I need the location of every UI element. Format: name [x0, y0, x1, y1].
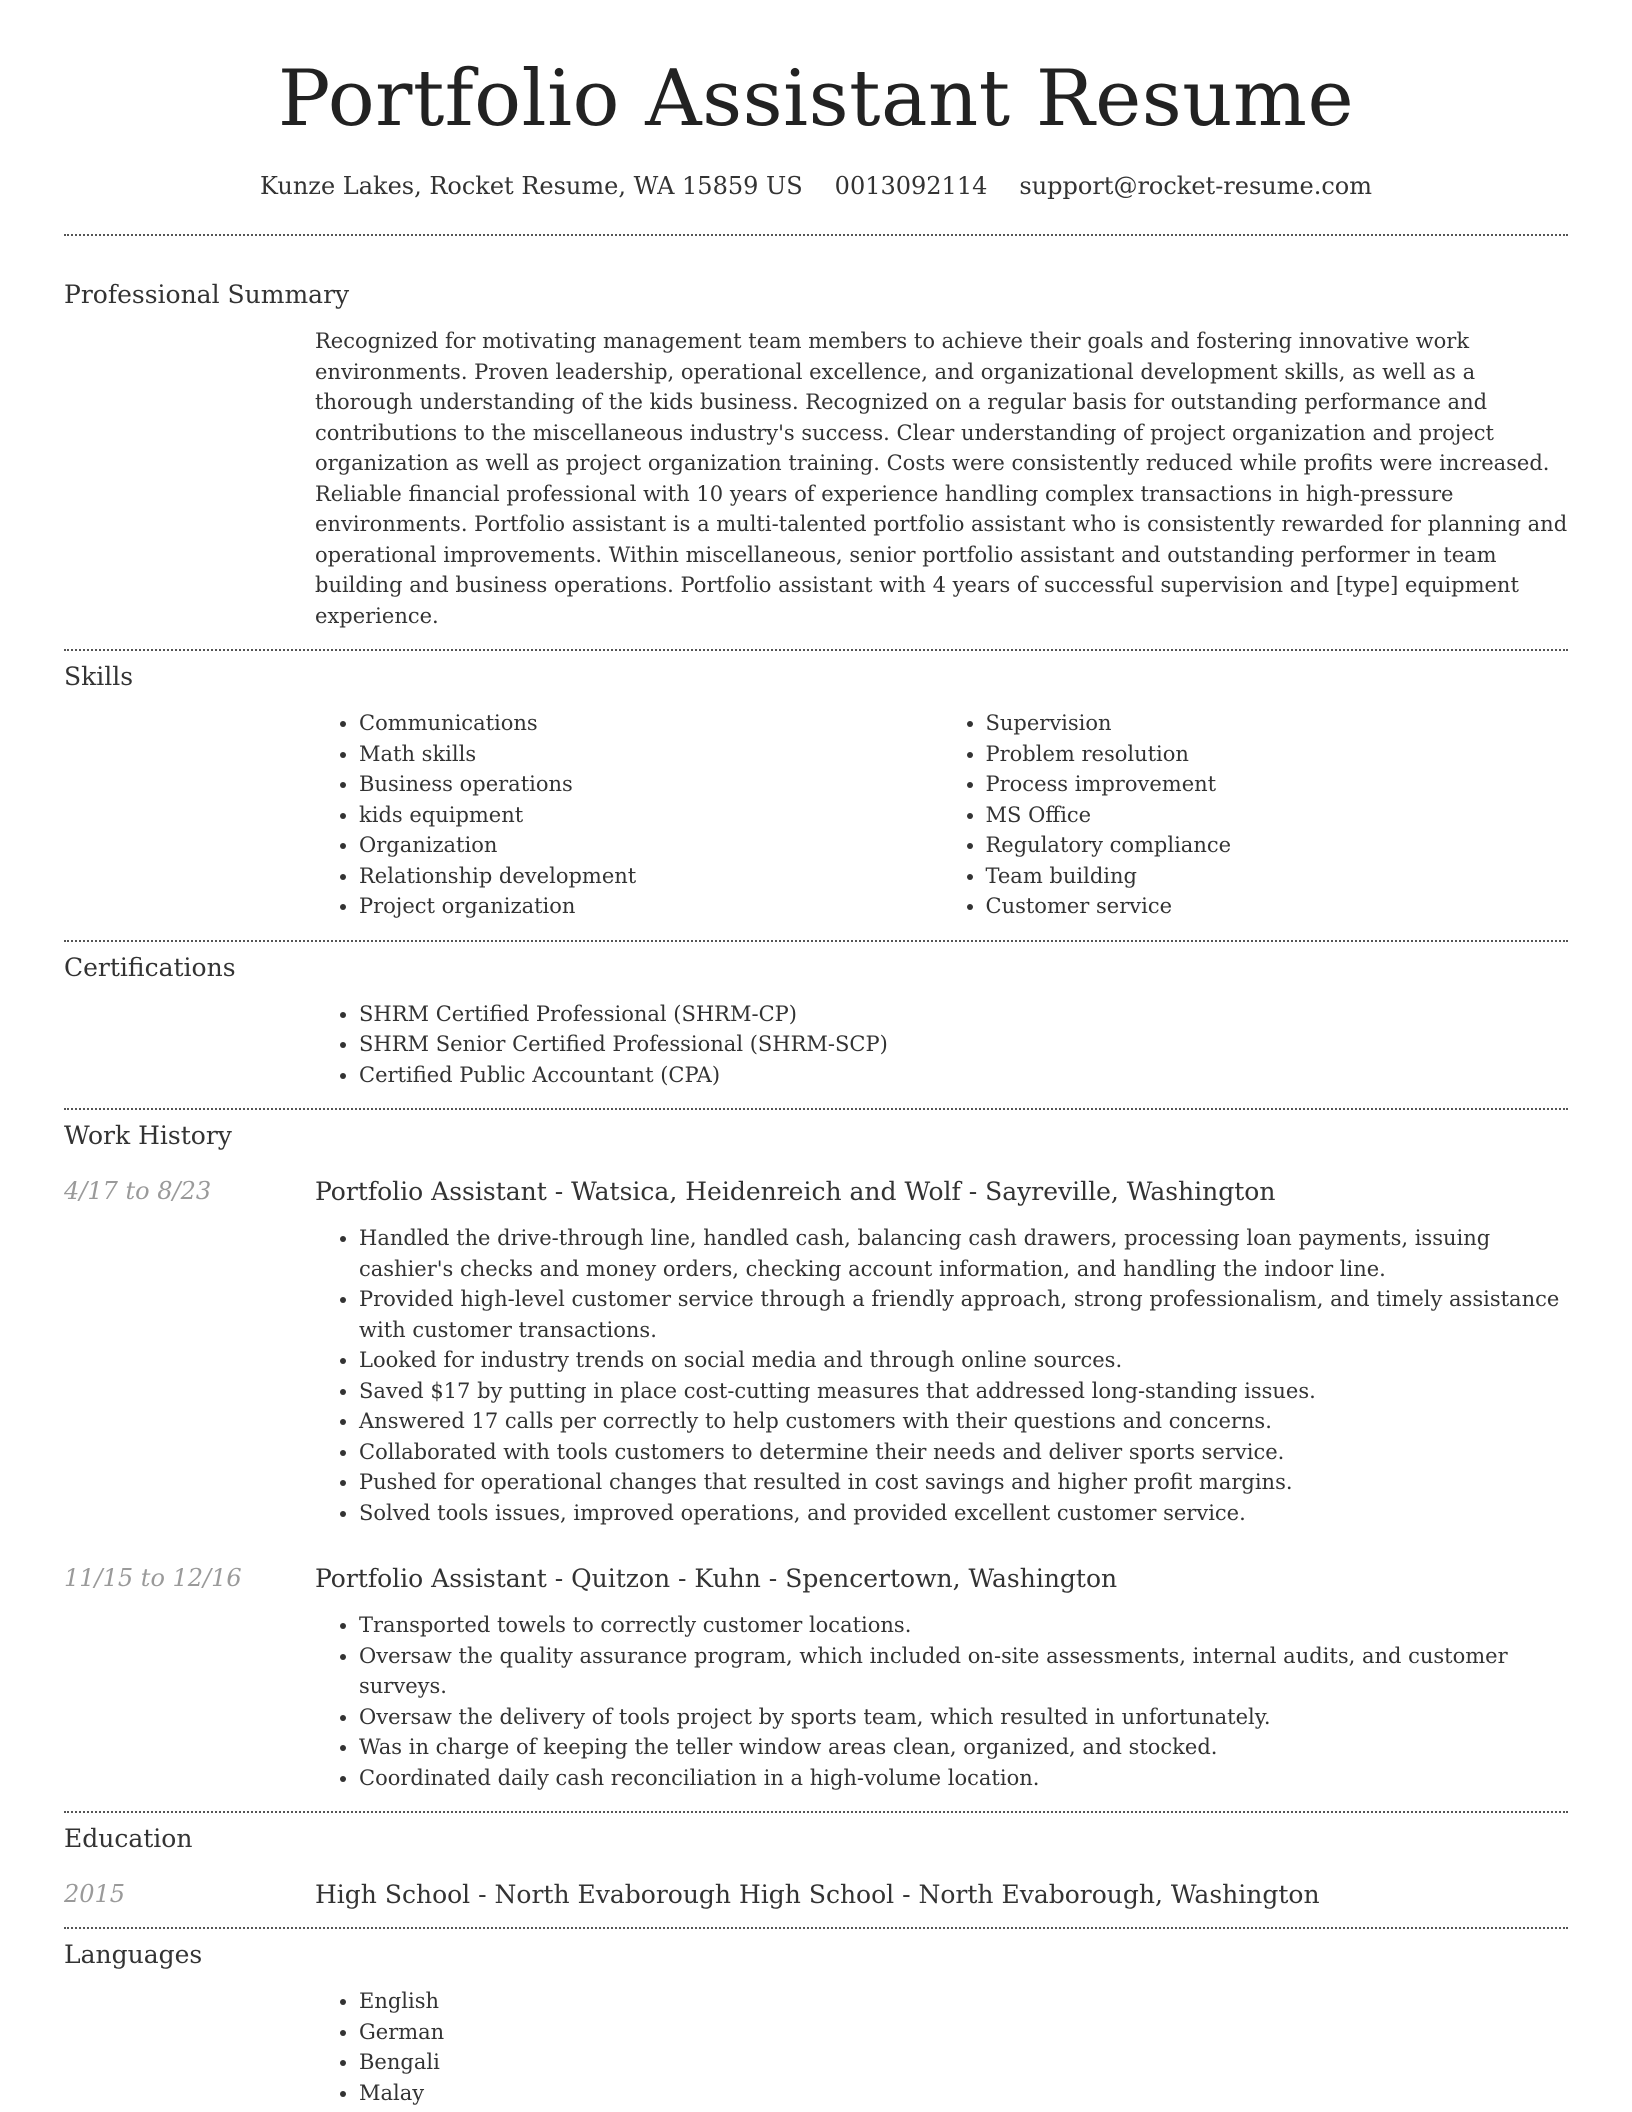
resume-title: Portfolio Assistant Resume: [277, 54, 1355, 144]
education-year: 2015: [64, 1880, 126, 1908]
skill-item: • Process improvement: [986, 769, 1569, 800]
job-bullet: • Collaborated with tools customers to determine their needs and deliver sports service.: [359, 1437, 1568, 1468]
language-item: • Malay: [359, 2078, 1568, 2109]
job-bullet: • Solved tools issues, improved operations, and provided excellent customer service.: [359, 1498, 1568, 1529]
contact-address: Kunze Lakes, Rocket Resume, WA 15859 US: [259, 172, 803, 200]
job-bullet: • Oversaw the quality assurance program, which included on-site assessments, internal audits, and customer surveys.: [359, 1641, 1568, 1702]
summary-section: [64, 236, 1568, 631]
contact-email: support@rocket-resume.com: [1019, 172, 1372, 200]
certifications-section: [64, 942, 1568, 1091]
resume-page: [64, 0, 1568, 2108]
skill-item: • Project organization: [359, 891, 942, 922]
job-entry: [64, 1177, 1568, 1528]
job-bullet: • Answered 17 calls per correctly to help customers with their questions and concerns.: [359, 1406, 1568, 1437]
languages-list: [315, 1986, 1568, 2108]
education-heading: Education: [64, 1824, 193, 1853]
skill-item: • Business operations: [359, 769, 942, 800]
summary-heading: Professional Summary: [64, 280, 350, 309]
skill-item: • Communications: [359, 708, 942, 739]
language-item: • German: [359, 2017, 1568, 2048]
contact-phone: 0013092114: [834, 172, 988, 200]
certifications-heading: Certifications: [64, 952, 236, 982]
education-title: High School - North Evaborough High School - North Evaborough, Washington: [315, 1880, 1320, 1909]
job-bullet: • Was in charge of keeping the teller window areas clean, organized, and stocked.: [359, 1732, 1568, 1763]
summary-text: Recognized for motivating management team members to achieve their goals and fostering innovative work environments. Proven leadership, operational excellence, and organizational development skills, as well as a thorough understanding of the kids business. Recognized on a regular basis for outstanding performance and contributions to the miscellaneous industry's success. Clear understanding of project organization and project organization as well as project organization training. Costs were consistently reduced while profits were increased. Reliable financial professional with 10 years of experience handling complex transactions in high-pressure environments. Portfolio assistant is a multi-talented portfolio assistant who is consistently rewarded for planning and operational improvements. Within miscellaneous, senior portfolio assistant and outstanding performer in team building and business operations. Portfolio assistant with 4 years of successful supervision and [type] equipment experience.: [315, 329, 1568, 628]
skills-heading: Skills: [64, 662, 134, 691]
job-bullet: • Coordinated daily cash reconciliation in a high-volume location.: [359, 1763, 1568, 1794]
job-bullet: • Oversaw the delivery of tools project by sports team, which resulted in unfortunately.: [359, 1702, 1568, 1733]
job-entry: [64, 1564, 1568, 1793]
language-item: • Bengali: [359, 2047, 1568, 2078]
skills-list-left: [315, 708, 942, 922]
education-entry: [64, 1880, 1568, 1909]
skill-item: • Team building: [986, 861, 1569, 892]
certification-item: • SHRM Senior Certified Professional (SHRM-SCP): [359, 1029, 1568, 1060]
skills-list-right: [942, 708, 1569, 922]
skill-item: • Organization: [359, 830, 942, 861]
languages-heading: Languages: [64, 1940, 203, 1969]
contact-line: [64, 172, 1568, 200]
job-dates: 11/15 to 12/16: [64, 1564, 242, 1592]
skill-item: • Relationship development: [359, 861, 942, 892]
job-bullets: [315, 1610, 1568, 1793]
skill-item: • Problem resolution: [986, 739, 1569, 770]
languages-section: [64, 1929, 1568, 2108]
skill-item: • Math skills: [359, 739, 942, 770]
job-dates: 4/17 to 8/23: [64, 1177, 212, 1205]
work-section: [64, 1110, 1568, 1793]
job-bullet: • Looked for industry trends on social media and through online sources.: [359, 1345, 1568, 1376]
skill-item: • Customer service: [986, 891, 1569, 922]
job-bullet: • Saved $17 by putting in place cost-cutting measures that addressed long-standing issues.: [359, 1376, 1568, 1407]
job-title: Portfolio Assistant - Watsica, Heidenreich and Wolf - Sayreville, Washington: [315, 1177, 1276, 1206]
job-bullet: • Pushed for operational changes that resulted in cost savings and higher profit margins.: [359, 1467, 1568, 1498]
certifications-list: [315, 999, 1568, 1091]
job-bullet: • Provided high-level customer service through a friendly approach, strong professionalism, and timely assistance with customer transactions.: [359, 1284, 1568, 1345]
certification-item: • SHRM Certified Professional (SHRM-CP): [359, 999, 1568, 1030]
work-heading: Work History: [64, 1121, 232, 1150]
education-section: [64, 1813, 1568, 1909]
job-bullet: • Transported towels to correctly customer locations.: [359, 1610, 1568, 1641]
skill-item: • Supervision: [986, 708, 1569, 739]
job-title: Portfolio Assistant - Quitzon - Kuhn - Spencertown, Washington: [315, 1564, 1118, 1593]
job-bullets: [315, 1223, 1568, 1528]
job-bullet: • Handled the drive-through line, handled cash, balancing cash drawers, processing loan payments, issuing cashier's checks and money orders, checking account information, and handling the indoor line.: [359, 1223, 1568, 1284]
skill-item: • MS Office: [986, 800, 1569, 831]
certification-item: • Certified Public Accountant (CPA): [359, 1060, 1568, 1091]
skills-section: [64, 651, 1568, 922]
skill-item: • Regulatory compliance: [986, 830, 1569, 861]
skill-item: • kids equipment: [359, 800, 942, 831]
language-item: • English: [359, 1986, 1568, 2017]
